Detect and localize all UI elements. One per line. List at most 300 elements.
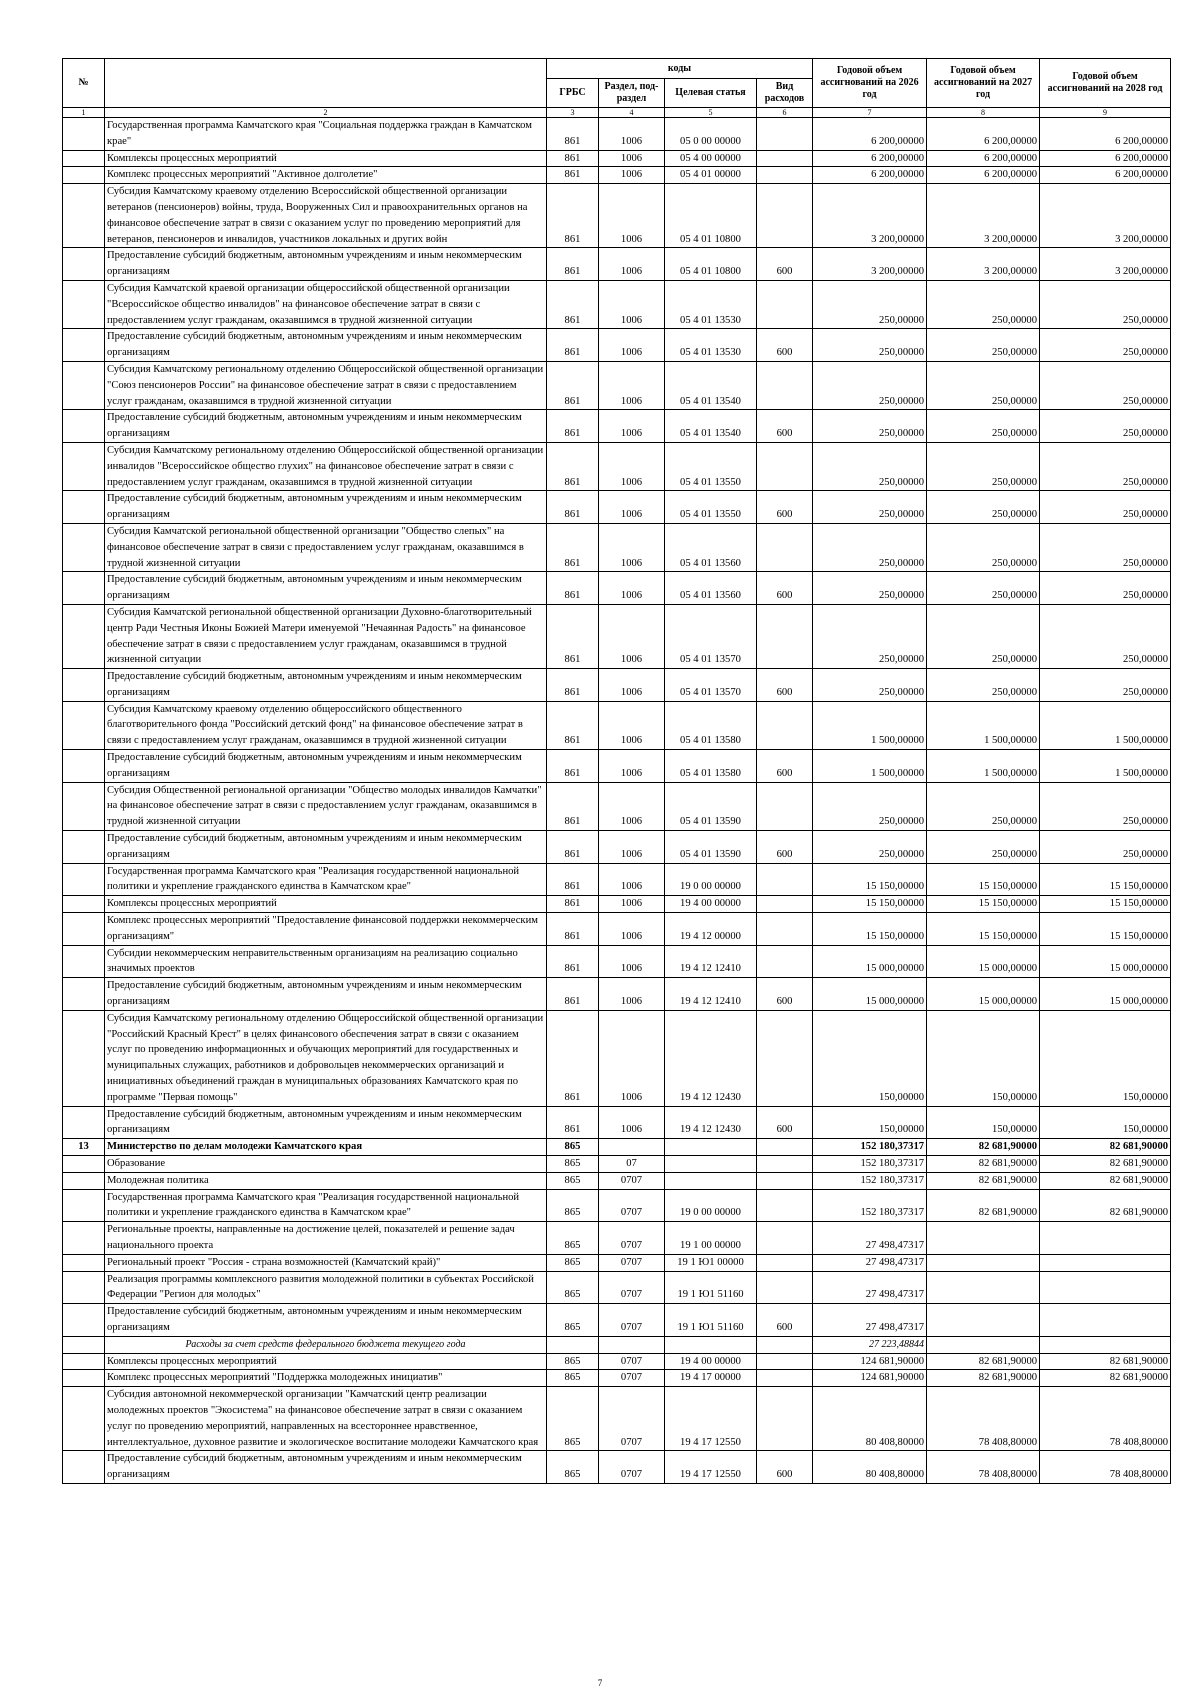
row-number: [63, 701, 105, 749]
row-2028: [1040, 1336, 1171, 1353]
row-name: Государственная программа Камчатского края "Социальная поддержка граждан в Камчатском крае": [105, 118, 547, 151]
row-2028: 78 408,80000: [1040, 1387, 1171, 1451]
row-vid: 600: [757, 831, 813, 864]
row-grbs: 861: [547, 491, 599, 524]
row-razdel: 1006: [599, 863, 665, 896]
row-razdel: 1006: [599, 1010, 665, 1106]
row-name: Предоставление субсидий бюджетным, автономным учреждениям и иным некоммерческим организациям: [105, 410, 547, 443]
row-vid: [757, 523, 813, 571]
row-number: [63, 280, 105, 328]
table-row: [63, 913, 1171, 946]
row-2027: [927, 1336, 1040, 1353]
row-number: [63, 831, 105, 864]
table-row: [63, 118, 1171, 151]
row-2026: 250,00000: [813, 604, 927, 668]
row-number: [63, 945, 105, 978]
table-row: [63, 945, 1171, 978]
row-2026: 150,00000: [813, 1106, 927, 1139]
row-number: [63, 1106, 105, 1139]
row-2028: 250,00000: [1040, 442, 1171, 490]
row-name: Предоставление субсидий бюджетным, автономным учреждениям и иным некоммерческим организациям: [105, 572, 547, 605]
row-grbs: 865: [547, 1370, 599, 1387]
column-number: 3: [547, 108, 599, 118]
column-number: 5: [665, 108, 757, 118]
row-2026: 3 200,00000: [813, 184, 927, 248]
row-vid: [757, 701, 813, 749]
row-name: Субсидия Камчатской региональной общественной организации Духовно-благотворительный центр Ради Честныя Иконы Божией Матери именуемой "Нечаянная Радость" на финансовое обеспечение затрат в связи с предоставлением услуг гражданам, оказавшимся в трудной жизненной ситуации: [105, 604, 547, 668]
row-2028: 82 681,90000: [1040, 1139, 1171, 1156]
row-2028: 250,00000: [1040, 831, 1171, 864]
row-2028: 82 681,90000: [1040, 1189, 1171, 1222]
row-number: [63, 1353, 105, 1370]
row-grbs: 861: [547, 248, 599, 281]
row-number: [63, 1387, 105, 1451]
row-tsel: 05 4 01 13560: [665, 572, 757, 605]
row-name: Субсидия Камчатскому краевому отделению общероссийского общественного благотворительного фонда "Российский детский фонд" на финансовое обеспечение затрат в связи с предоставлением услуг гражданам, оказавшимся в трудной жизненной ситуации: [105, 701, 547, 749]
row-2028: 15 150,00000: [1040, 896, 1171, 913]
row-razdel: 1006: [599, 523, 665, 571]
table-row: [63, 1370, 1171, 1387]
row-tsel: 19 1 Ю1 51160: [665, 1271, 757, 1304]
row-2026: 124 681,90000: [813, 1370, 927, 1387]
row-razdel: 1006: [599, 442, 665, 490]
header-2028: Годовой объем ассигнований на 2028 год: [1040, 59, 1171, 108]
row-tsel: 05 4 01 13530: [665, 329, 757, 362]
row-tsel: [665, 1139, 757, 1156]
row-razdel: 1006: [599, 604, 665, 668]
row-grbs: 861: [547, 750, 599, 783]
row-2026: 250,00000: [813, 782, 927, 830]
row-number: [63, 1254, 105, 1271]
row-2027: 250,00000: [927, 782, 1040, 830]
row-number: [63, 184, 105, 248]
table-row: [63, 1336, 1171, 1353]
row-grbs: 865: [547, 1451, 599, 1484]
row-name: Субсидия Камчатской региональной общественной организации "Общество слепых" на финансовое обеспечение затрат в связи с предоставлением услуг гражданам, оказавшимся в трудной жизненной ситуации: [105, 523, 547, 571]
row-number: [63, 361, 105, 409]
row-razdel: 0707: [599, 1304, 665, 1337]
row-grbs: 861: [547, 572, 599, 605]
row-number: [63, 750, 105, 783]
row-razdel: 0707: [599, 1189, 665, 1222]
row-2027: 15 150,00000: [927, 913, 1040, 946]
row-2026: 27 498,47317: [813, 1254, 927, 1271]
row-2028: 15 150,00000: [1040, 913, 1171, 946]
table-row: [63, 1010, 1171, 1106]
row-2026: 152 180,37317: [813, 1189, 927, 1222]
row-2026: 3 200,00000: [813, 248, 927, 281]
header-codes: коды: [547, 59, 813, 79]
row-razdel: 1006: [599, 782, 665, 830]
row-number: [63, 1370, 105, 1387]
row-number: [63, 1222, 105, 1255]
column-number: 1: [63, 108, 105, 118]
row-name: Субсидия Камчатской краевой организации общероссийской общественной организации "Всероссийское общество инвалидов" на финансовое обеспечение затрат в связи с предоставлением услуг гражданам, оказавшимся в трудной жизненной ситуации: [105, 280, 547, 328]
row-name: Региональный проект "Россия - страна возможностей (Камчатский край)": [105, 1254, 547, 1271]
table-row: [63, 1106, 1171, 1139]
row-grbs: 861: [547, 701, 599, 749]
row-razdel: 1006: [599, 410, 665, 443]
row-name: Комплексы процессных мероприятий: [105, 1353, 547, 1370]
table-row: [63, 248, 1171, 281]
row-vid: 600: [757, 248, 813, 281]
row-2028: 250,00000: [1040, 669, 1171, 702]
table-row: [63, 184, 1171, 248]
row-number: [63, 1271, 105, 1304]
row-tsel: 19 1 00 00000: [665, 1222, 757, 1255]
row-razdel: 1006: [599, 248, 665, 281]
row-2027: 82 681,90000: [927, 1370, 1040, 1387]
table-body: [63, 118, 1171, 1484]
row-razdel: 1006: [599, 491, 665, 524]
row-tsel: 05 4 01 13560: [665, 523, 757, 571]
row-name: Образование: [105, 1156, 547, 1173]
row-2026: 27 223,48844: [813, 1336, 927, 1353]
row-tsel: 05 4 01 10800: [665, 248, 757, 281]
budget-table-page: [62, 58, 1170, 1484]
row-grbs: 861: [547, 978, 599, 1011]
row-razdel: 0707: [599, 1353, 665, 1370]
row-name: Субсидия Общественной региональной организации "Общество молодых инвалидов Камчатки" на финансовое обеспечение затрат в связи с предоставлением услуг гражданам, оказавшимся в трудной жизненной ситуации: [105, 782, 547, 830]
row-razdel: 1006: [599, 329, 665, 362]
row-number: [63, 410, 105, 443]
row-vid: [757, 150, 813, 167]
row-tsel: [665, 1156, 757, 1173]
row-number: [63, 572, 105, 605]
row-tsel: 19 4 17 12550: [665, 1451, 757, 1484]
row-name: Предоставление субсидий бюджетным, автономным учреждениям и иным некоммерческим организациям: [105, 978, 547, 1011]
row-vid: [757, 167, 813, 184]
row-tsel: 05 4 01 00000: [665, 167, 757, 184]
column-number: 6: [757, 108, 813, 118]
column-number: 4: [599, 108, 665, 118]
row-vid: [757, 442, 813, 490]
row-vid: [757, 361, 813, 409]
row-vid: [757, 1139, 813, 1156]
row-2026: 152 180,37317: [813, 1172, 927, 1189]
row-razdel: 0707: [599, 1370, 665, 1387]
row-number: [63, 896, 105, 913]
row-2027: 250,00000: [927, 604, 1040, 668]
row-2026: 80 408,80000: [813, 1387, 927, 1451]
row-2026: 6 200,00000: [813, 150, 927, 167]
row-2026: 15 000,00000: [813, 945, 927, 978]
table-row: [63, 1271, 1171, 1304]
row-number: [63, 1189, 105, 1222]
row-2026: 15 000,00000: [813, 978, 927, 1011]
row-name: Предоставление субсидий бюджетным, автономным учреждениям и иным некоммерческим организациям: [105, 1106, 547, 1139]
row-razdel: 0707: [599, 1387, 665, 1451]
row-name: Комплекс процессных мероприятий "Активное долголетие": [105, 167, 547, 184]
row-razdel: 0707: [599, 1222, 665, 1255]
row-2028: 15 150,00000: [1040, 863, 1171, 896]
row-grbs: 865: [547, 1222, 599, 1255]
row-2027: 1 500,00000: [927, 701, 1040, 749]
row-vid: 600: [757, 410, 813, 443]
row-grbs: 865: [547, 1254, 599, 1271]
row-grbs: 861: [547, 167, 599, 184]
row-tsel: 05 4 01 13590: [665, 831, 757, 864]
row-number: [63, 978, 105, 1011]
table-row: [63, 442, 1171, 490]
row-vid: [757, 1010, 813, 1106]
row-2028: 250,00000: [1040, 604, 1171, 668]
row-razdel: 1006: [599, 1106, 665, 1139]
row-2027: 1 500,00000: [927, 750, 1040, 783]
row-grbs: 861: [547, 410, 599, 443]
row-2026: 15 150,00000: [813, 913, 927, 946]
row-number: [63, 1304, 105, 1337]
row-grbs: 865: [547, 1172, 599, 1189]
row-tsel: 05 4 01 13550: [665, 442, 757, 490]
row-2027: 150,00000: [927, 1106, 1040, 1139]
row-2026: 124 681,90000: [813, 1353, 927, 1370]
row-2027: 15 000,00000: [927, 945, 1040, 978]
row-2027: 150,00000: [927, 1010, 1040, 1106]
row-number: [63, 1172, 105, 1189]
row-2028: 250,00000: [1040, 523, 1171, 571]
row-razdel: 1006: [599, 572, 665, 605]
row-grbs: 861: [547, 184, 599, 248]
row-2028: 82 681,90000: [1040, 1353, 1171, 1370]
row-2028: 15 000,00000: [1040, 978, 1171, 1011]
column-number: 2: [105, 108, 547, 118]
row-grbs: 861: [547, 604, 599, 668]
row-tsel: 19 0 00 00000: [665, 1189, 757, 1222]
row-tsel: 19 4 00 00000: [665, 1353, 757, 1370]
row-tsel: 05 4 01 13540: [665, 410, 757, 443]
row-name: Реализация программы комплексного развития молодежной политики в субъектах Российской Федерации "Регион для молодых": [105, 1271, 547, 1304]
row-name: Государственная программа Камчатского края "Реализация государственной национальной политики и укрепление гражданского единства в Камчатском крае": [105, 1189, 547, 1222]
row-razdel: 1006: [599, 361, 665, 409]
row-number: [63, 1156, 105, 1173]
row-razdel: 0707: [599, 1271, 665, 1304]
row-vid: 600: [757, 491, 813, 524]
row-grbs: 861: [547, 442, 599, 490]
row-grbs: 865: [547, 1387, 599, 1451]
row-name: Государственная программа Камчатского края "Реализация государственной национальной политики и укрепление гражданского единства в Камчатском крае": [105, 863, 547, 896]
row-2026: 250,00000: [813, 329, 927, 362]
row-name: Предоставление субсидий бюджетным, автономным учреждениям и иным некоммерческим организациям: [105, 1451, 547, 1484]
row-razdel: 0707: [599, 1172, 665, 1189]
row-razdel: 07: [599, 1156, 665, 1173]
row-razdel: 1006: [599, 150, 665, 167]
row-2026: 152 180,37317: [813, 1139, 927, 1156]
row-2027: 78 408,80000: [927, 1387, 1040, 1451]
row-number: [63, 782, 105, 830]
row-2028: 6 200,00000: [1040, 150, 1171, 167]
row-tsel: 05 4 01 13580: [665, 750, 757, 783]
table-row: [63, 523, 1171, 571]
row-vid: [757, 913, 813, 946]
row-2028: [1040, 1304, 1171, 1337]
row-number: [63, 150, 105, 167]
row-2028: 250,00000: [1040, 572, 1171, 605]
row-2026: 27 498,47317: [813, 1271, 927, 1304]
row-2026: 6 200,00000: [813, 167, 927, 184]
row-2027: 250,00000: [927, 329, 1040, 362]
row-number: [63, 1010, 105, 1106]
row-grbs: 861: [547, 361, 599, 409]
row-name: Предоставление субсидий бюджетным, автономным учреждениям и иным некоммерческим организациям: [105, 1304, 547, 1337]
row-2028: 78 408,80000: [1040, 1451, 1171, 1484]
row-2026: 152 180,37317: [813, 1156, 927, 1173]
row-tsel: 05 0 00 00000: [665, 118, 757, 151]
row-2027: 250,00000: [927, 572, 1040, 605]
row-razdel: 1006: [599, 669, 665, 702]
row-vid: [757, 945, 813, 978]
table-row: [63, 329, 1171, 362]
row-vid: [757, 1353, 813, 1370]
row-razdel: [599, 1139, 665, 1156]
row-name: Предоставление субсидий бюджетным, автономным учреждениям и иным некоммерческим организациям: [105, 329, 547, 362]
row-2027: 82 681,90000: [927, 1156, 1040, 1173]
row-tsel: 05 4 01 13570: [665, 669, 757, 702]
row-2027: 6 200,00000: [927, 167, 1040, 184]
row-number: [63, 329, 105, 362]
row-2027: 250,00000: [927, 831, 1040, 864]
row-razdel: [599, 1336, 665, 1353]
row-2028: 3 200,00000: [1040, 248, 1171, 281]
table-row: [63, 1254, 1171, 1271]
row-2028: 6 200,00000: [1040, 167, 1171, 184]
table-row: [63, 1353, 1171, 1370]
row-vid: [757, 1254, 813, 1271]
row-grbs: [547, 1336, 599, 1353]
row-2026: 250,00000: [813, 523, 927, 571]
row-tsel: 19 4 17 12550: [665, 1387, 757, 1451]
row-vid: [757, 1172, 813, 1189]
row-razdel: 1006: [599, 913, 665, 946]
row-vid: [757, 863, 813, 896]
row-razdel: 1006: [599, 184, 665, 248]
row-2026: 250,00000: [813, 669, 927, 702]
row-2028: 250,00000: [1040, 491, 1171, 524]
row-2026: 1 500,00000: [813, 701, 927, 749]
row-name: Предоставление субсидий бюджетным, автономным учреждениям и иным некоммерческим организациям: [105, 831, 547, 864]
row-vid: [757, 1336, 813, 1353]
row-grbs: 865: [547, 1271, 599, 1304]
row-grbs: 861: [547, 782, 599, 830]
page-number: 7: [597, 1678, 603, 1688]
row-2028: 1 500,00000: [1040, 701, 1171, 749]
row-name: Субсидия Камчатскому региональному отделению Общероссийской общественной организации инвалидов "Всероссийское общество глухих" на финансовое обеспечение затрат в связи с предоставлением услуг гражданам, оказавшимся в трудной жизненной ситуации: [105, 442, 547, 490]
row-2028: 6 200,00000: [1040, 118, 1171, 151]
row-grbs: 861: [547, 1010, 599, 1106]
row-2026: 150,00000: [813, 1010, 927, 1106]
row-2027: 3 200,00000: [927, 184, 1040, 248]
row-razdel: 0707: [599, 1254, 665, 1271]
table-row: [63, 863, 1171, 896]
row-number: [63, 118, 105, 151]
row-2026: 250,00000: [813, 831, 927, 864]
row-2026: 250,00000: [813, 442, 927, 490]
row-grbs: 861: [547, 863, 599, 896]
row-name: Субсидия автономной некоммерческой организации "Камчатский центр реализации молодежных проектов "Экосистема" на финансовое обеспечение затрат в связи с оказанием услуг по проведению мероприятий, направленных на всестороннее нравственное, интеллектуальное, духовное развитие и экологическое воспитание молодежи Камчатского края: [105, 1387, 547, 1451]
row-2028: 250,00000: [1040, 361, 1171, 409]
row-vid: 600: [757, 329, 813, 362]
column-number: 8: [927, 108, 1040, 118]
row-tsel: 19 4 12 12430: [665, 1106, 757, 1139]
row-tsel: 19 0 00 00000: [665, 863, 757, 896]
row-2028: [1040, 1271, 1171, 1304]
table-row: [63, 1222, 1171, 1255]
table-row: [63, 1172, 1171, 1189]
row-grbs: 861: [547, 280, 599, 328]
row-tsel: 19 4 17 00000: [665, 1370, 757, 1387]
row-tsel: 19 4 12 12410: [665, 978, 757, 1011]
row-vid: [757, 1156, 813, 1173]
row-2027: [927, 1271, 1040, 1304]
row-2027: 82 681,90000: [927, 1139, 1040, 1156]
table-row: [63, 150, 1171, 167]
table-row: [63, 701, 1171, 749]
row-grbs: 865: [547, 1189, 599, 1222]
row-2028: 15 000,00000: [1040, 945, 1171, 978]
row-grbs: 865: [547, 1304, 599, 1337]
row-vid: [757, 1370, 813, 1387]
row-vid: [757, 604, 813, 668]
row-2027: 3 200,00000: [927, 248, 1040, 281]
row-number: [63, 248, 105, 281]
row-tsel: 19 4 12 12410: [665, 945, 757, 978]
row-2026: 80 408,80000: [813, 1451, 927, 1484]
row-name: Расходы за счет средств федерального бюджета текущего года: [105, 1336, 547, 1353]
row-name: Субсидия Камчатскому краевому отделению Всероссийской общественной организации ветеранов (пенсионеров) войны, труда, Вооруженных Сил и правоохранительных органов на финансовое обеспечение затрат в связи с оказанием услуг по проведению мероприятий для ветеранов, пенсионеров и инвалидов, участников локальных и других войн: [105, 184, 547, 248]
row-vid: [757, 118, 813, 151]
table-row: [63, 604, 1171, 668]
row-number: [63, 491, 105, 524]
row-name: Предоставление субсидий бюджетным, автономным учреждениям и иным некоммерческим организациям: [105, 669, 547, 702]
header-name: [105, 59, 547, 108]
row-razdel: 1006: [599, 750, 665, 783]
row-2027: 78 408,80000: [927, 1451, 1040, 1484]
row-tsel: 19 4 12 00000: [665, 913, 757, 946]
row-tsel: [665, 1336, 757, 1353]
row-number: [63, 442, 105, 490]
row-grbs: 861: [547, 945, 599, 978]
row-2027: 250,00000: [927, 280, 1040, 328]
table-row: [63, 1189, 1171, 1222]
table-row: [63, 1304, 1171, 1337]
row-2026: 1 500,00000: [813, 750, 927, 783]
row-number: [63, 913, 105, 946]
table-row: [63, 896, 1171, 913]
row-number: [63, 523, 105, 571]
row-grbs: 861: [547, 329, 599, 362]
row-name: Субсидия Камчатскому региональному отделению Общероссийской общественной организации "Союз пенсионеров России" на финансовое обеспечение затрат в связи с предоставлением услуг гражданам, оказавшимся в трудной жизненной ситуации: [105, 361, 547, 409]
row-2027: 15 150,00000: [927, 863, 1040, 896]
table-row: [63, 750, 1171, 783]
row-number: [63, 604, 105, 668]
table-row: [63, 831, 1171, 864]
row-vid: [757, 280, 813, 328]
table-row: [63, 1451, 1171, 1484]
table-row: [63, 572, 1171, 605]
row-2026: 27 498,47317: [813, 1304, 927, 1337]
row-2027: [927, 1254, 1040, 1271]
row-2027: 82 681,90000: [927, 1353, 1040, 1370]
table-row: [63, 782, 1171, 830]
row-tsel: 05 4 00 00000: [665, 150, 757, 167]
header-num: №: [63, 59, 105, 108]
column-number: 9: [1040, 108, 1171, 118]
row-razdel: 1006: [599, 118, 665, 151]
table-row: [63, 669, 1171, 702]
row-razdel: 1006: [599, 978, 665, 1011]
row-tsel: 05 4 01 10800: [665, 184, 757, 248]
row-tsel: 05 4 01 13590: [665, 782, 757, 830]
